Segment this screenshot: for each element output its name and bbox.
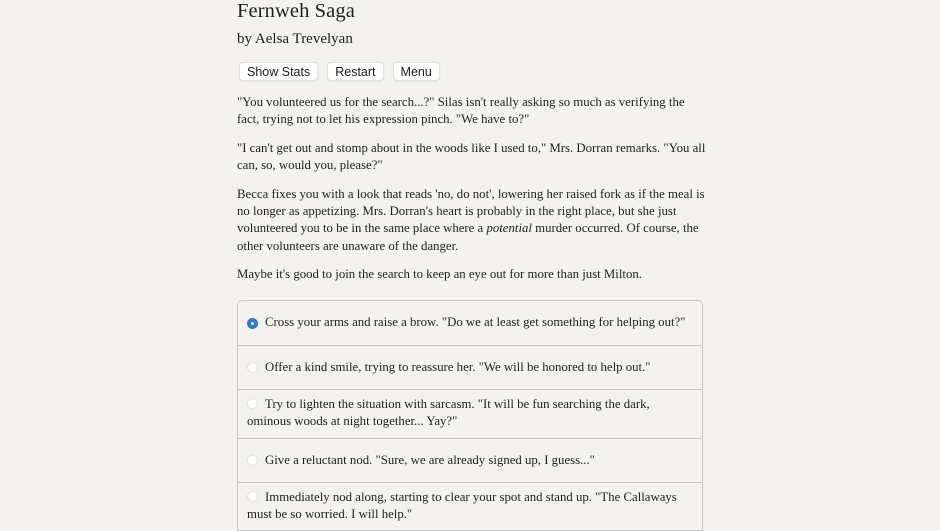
story-text-span: murder occurred. Of course, the other volunteers are unaware of the danger. — [237, 221, 699, 253]
choice-option[interactable] — [238, 390, 702, 439]
choice-option[interactable] — [238, 483, 702, 531]
radio-selected-icon[interactable] — [247, 318, 258, 329]
radio-unselected-icon[interactable] — [247, 491, 258, 502]
choice-option[interactable] — [238, 301, 702, 346]
game-title: Fernweh Saga — [237, 0, 355, 22]
game-page — [237, 0, 706, 522]
story-paragraph: "I can't get out and stomp about in the woods like I used to," Mrs. Dorran remarks. "You all can, so, would you, please?" — [237, 140, 706, 173]
radio-unselected-icon[interactable] — [247, 455, 258, 466]
radio-unselected-icon[interactable] — [247, 398, 258, 409]
story-paragraph: Maybe it's good to join the search to keep an eye out for more than just Milton. — [237, 267, 642, 282]
radio-unselected-icon[interactable] — [247, 362, 258, 373]
emphasis-text: potential — [486, 221, 532, 236]
choice-label: Cross your arms and raise a brow. "Do we at least get something for helping out?" — [265, 315, 686, 330]
choice-label: Try to lighten the situation with sarcasm. "It will be fun searching the dark, ominous woods at night together... Yay?" — [247, 397, 650, 429]
choice-list — [237, 300, 703, 531]
menu-button[interactable]: Menu — [393, 62, 440, 81]
game-author: by Aelsa Trevelyan — [237, 31, 353, 47]
choice-label: Immediately nod along, starting to clear your spot and stand up. "The Callaways must be so worried. I will help." — [247, 490, 677, 522]
choice-label: Offer a kind smile, trying to reassure her. "We will be honored to help out." — [265, 359, 651, 374]
choice-option[interactable] — [238, 346, 702, 390]
choice-label: Give a reluctant nod. "Sure, we are already signed up, I guess..." — [265, 452, 595, 467]
story-paragraph: "You volunteered us for the search...?" Silas isn't really asking so much as verifying the fact, trying not to let his expression pinch. "We have to?" — [237, 95, 685, 127]
show-stats-button[interactable]: Show Stats — [239, 62, 318, 81]
choice-option[interactable] — [238, 439, 702, 483]
restart-button[interactable]: Restart — [327, 62, 383, 81]
story-text-span: Becca fixes you with a look that reads 'no, do not', lowering her raised fork as if the meal is no longer as appetizing. Mrs. Dorran's heart is probably in the right place, but she just volunteered you to be in the same place where a — [237, 186, 705, 236]
story-paragraph — [237, 186, 707, 256]
toolbar — [239, 62, 449, 81]
story-text — [237, 94, 707, 295]
